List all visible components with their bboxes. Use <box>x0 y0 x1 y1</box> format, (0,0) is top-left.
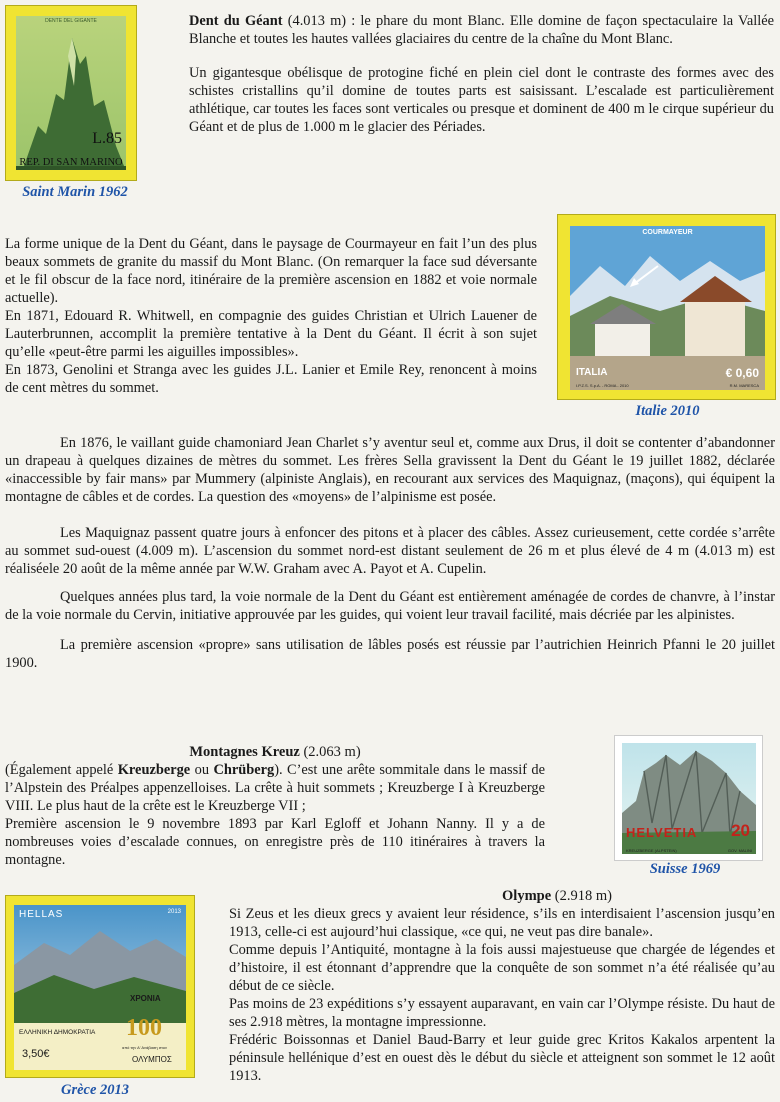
stamp-bottom-text: KREUZBERGE (ALPSTEIN) <box>626 848 677 853</box>
stamp-value: 20 <box>731 821 750 840</box>
caption-suisse: Suisse 1969 <box>649 861 721 877</box>
kreuz-paragraph-2: Première ascension le 9 novembre 1893 par Karl Egloff et Johann Nanny. Il y a de nombreuses voies d’escalade connues, on enregistre près de 110 itinéraires à travers la montagne. <box>5 816 545 868</box>
stamp-artist: GOV. MALINI <box>727 848 752 853</box>
stamp-suisse <box>614 735 763 861</box>
olympus-illustration <box>14 905 186 1023</box>
stamp-badge-word: ΧΡΟΝΙΑ <box>130 994 161 1003</box>
stamp-country: HELLAS <box>19 909 64 920</box>
stamp-year: 2013 <box>167 909 181 915</box>
stamp-value: € 0,60 <box>725 366 759 380</box>
dent-paragraph-5: En 1873, Genolini et Stranga avec les guides J.L. Lanier et Emile Rey, renoncent à moins de cent mètres du sommet. <box>5 362 537 396</box>
dent-paragraph-8: Quelques années plus tard, la voie normale de la Dent du Géant est entièrement aménagée de cordes de chanvre, à l’instar de la voie normale du Cervin, initiative approuvée par les guides, qui voient leur travail facilité, mais décriée par les alpinistes. <box>5 589 775 623</box>
dent-paragraph-7: Les Maquignaz passent quatre jours à enfoncer des pitons et à placer des câbles. Assez curieusement, cette cordée s’arrête au sommet sud-ouest (4.009 m). L’ascension du sommet nord-est distant seulement de 26 m et plus élevé de 4 m (4.013 m) est réaliséele 20 août de la même année par W.W. Graham avec A. Payot et A. Cupelin. <box>5 525 775 577</box>
dent-paragraph-4: En 1871, Edouard R. Whitwell, en compagnie des guides Christian et Ulrich Lauener de Lauterbrunnen, accomplit la première tentative à la Dent du Géant. Il écrit à son sujet qu’elle «peut-être parmi les aiguilles impossibles». <box>5 308 537 360</box>
dent-paragraph-2: Un gigantesque obélisque de protogine fiché en plein ciel dont le contraste des formes avec des schistes cristallins qu’il domine de toutes parts est saisissant. L’escalade est particulièrement athlétique, car toutes les faces sont verticales ou presque et dominent de 400 m le cirque supérieur du Géant et de plus de 1.000 m le glacier des Périades. <box>189 65 774 135</box>
olympe-paragraph-2: Comme depuis l’Antiquité, montagne à la fois aussi majestueuse que chargée de légendes et d’histoire, il est étonnant d’apprendre que la conquête de son sommet n’a été réalisée qu’au début de ce siècle. <box>229 942 775 994</box>
stamp-value: L.85 <box>92 130 122 147</box>
dent-paragraph-9: La première ascension «propre» sans utilisation de lâbles posés est réussie par l’autrichien Heinrich Pfanni le 20 juillet 1900. <box>5 637 775 671</box>
olympe-heading: Olympe (2.918 m) <box>502 888 612 904</box>
dent-intro-paragraph: Dent du Géant (4.013 m) : le phare du mont Blanc. Elle domine de façon spectaculaire la Vallée Blanche et toutes les hautes vallées glaciaires du centre de la chaîne du Mont Blanc. <box>189 13 774 47</box>
kreuz-heading: Montagnes Kreuz (2.063 m) <box>189 744 361 760</box>
stamp-value: 3,50€ <box>22 1048 50 1060</box>
caption-grece: Grèce 2013 <box>60 1082 130 1098</box>
dent-paragraph-6: En 1876, le vaillant guide chamoniard Jean Charlet s’y aventur seul et, comme aux Drus, il doit se contenter d’abandonner un drapeau à quelques dizaines de mètres du sommet. Les frères Sella gravissent la Dent du Géant le 19 juillet 1882, déclarée «inaccessible by fair mans» par Mummery (alpiniste Anglais), en recourant aux services des Maquignaz, (maçons), qui équipent la montagne de câbles et de cordes. La question des «moyens» de l’alpinisme est posée. <box>5 435 775 505</box>
stamp-republic: ΕΛΛΗΝΙΚΗ ΔΗΜΟΚΡΑΤΙΑ <box>19 1029 96 1036</box>
stamp-artist: R.M. MARESCA <box>729 383 759 388</box>
stamp-badge-number: 100 <box>126 1015 162 1041</box>
stamp-san-marino <box>5 5 137 181</box>
stamp-grece <box>5 895 195 1078</box>
caption-italie: Italie 2010 <box>635 403 700 419</box>
olympe-paragraph-3: Pas moins de 23 expéditions s’y essayent auparavant, en vain car l’Olympe résiste. Du haut de ses 2.918 mètres, la montagne impressionne. <box>229 996 775 1030</box>
caption-san-marino: Saint Marin 1962 <box>22 184 128 200</box>
olympe-paragraph-4: Frédéric Boissonnas et Daniel Baud-Barry et leur guide grec Kritos Kakalos arpentent la péninsule hellénique d’est en ouest dès le début du siècle et atteignent son sommet le 12 août 1913. <box>229 1032 775 1084</box>
stamp-small-text: από την Α' Ανάβαση στον <box>122 1045 167 1050</box>
stamp-top-text: COURMAYEUR <box>642 229 693 236</box>
stamp-country: HELVETIA <box>626 825 698 840</box>
stamp-country: REP. DI SAN MARINO <box>19 157 123 168</box>
dent-paragraph-3: La forme unique de la Dent du Géant, dans le paysage de Courmayeur en fait l’un des plus beaux sommets de granite du massif du Mont Blanc. (On remarquer la face sud déversante et le fil obscur de la face nord, itinéraire de la première ascension en 1882 et voie normale actuelle). <box>5 236 537 306</box>
stamp-top-text: DENTE DEL GIGANTE <box>45 18 97 24</box>
kreuz-paragraph-1: (Également appelé Kreuzberge ou Chrüberg). C’est une arête sommitale dans le massif de l’Alpstein des Préalpes appenzelloises. La crête à huit sommets ; Kreuzberge I à Kreuzberge VIII. Le plus haut de la crête est le Kreuzberge VII ; <box>5 762 545 814</box>
dent-title: Dent du Géant <box>189 13 283 29</box>
stamp-imprint: I.P.Z.S. S.p.A. - ROMA - 2010 <box>576 383 629 388</box>
stamp-mountain-name: ΟΛΥΜΠΟΣ <box>132 1055 172 1064</box>
olympe-paragraph-1: Si Zeus et les dieux grecs y avaient leur résidence, s’ils en interdisaient l’ascension jusqu’en 1913, celle-ci est aujourd’hui classique, «ce qui, ne veut pas dire banale». <box>229 906 775 940</box>
stamp-country: ITALIA <box>576 367 608 378</box>
stamp-italie <box>557 214 776 400</box>
